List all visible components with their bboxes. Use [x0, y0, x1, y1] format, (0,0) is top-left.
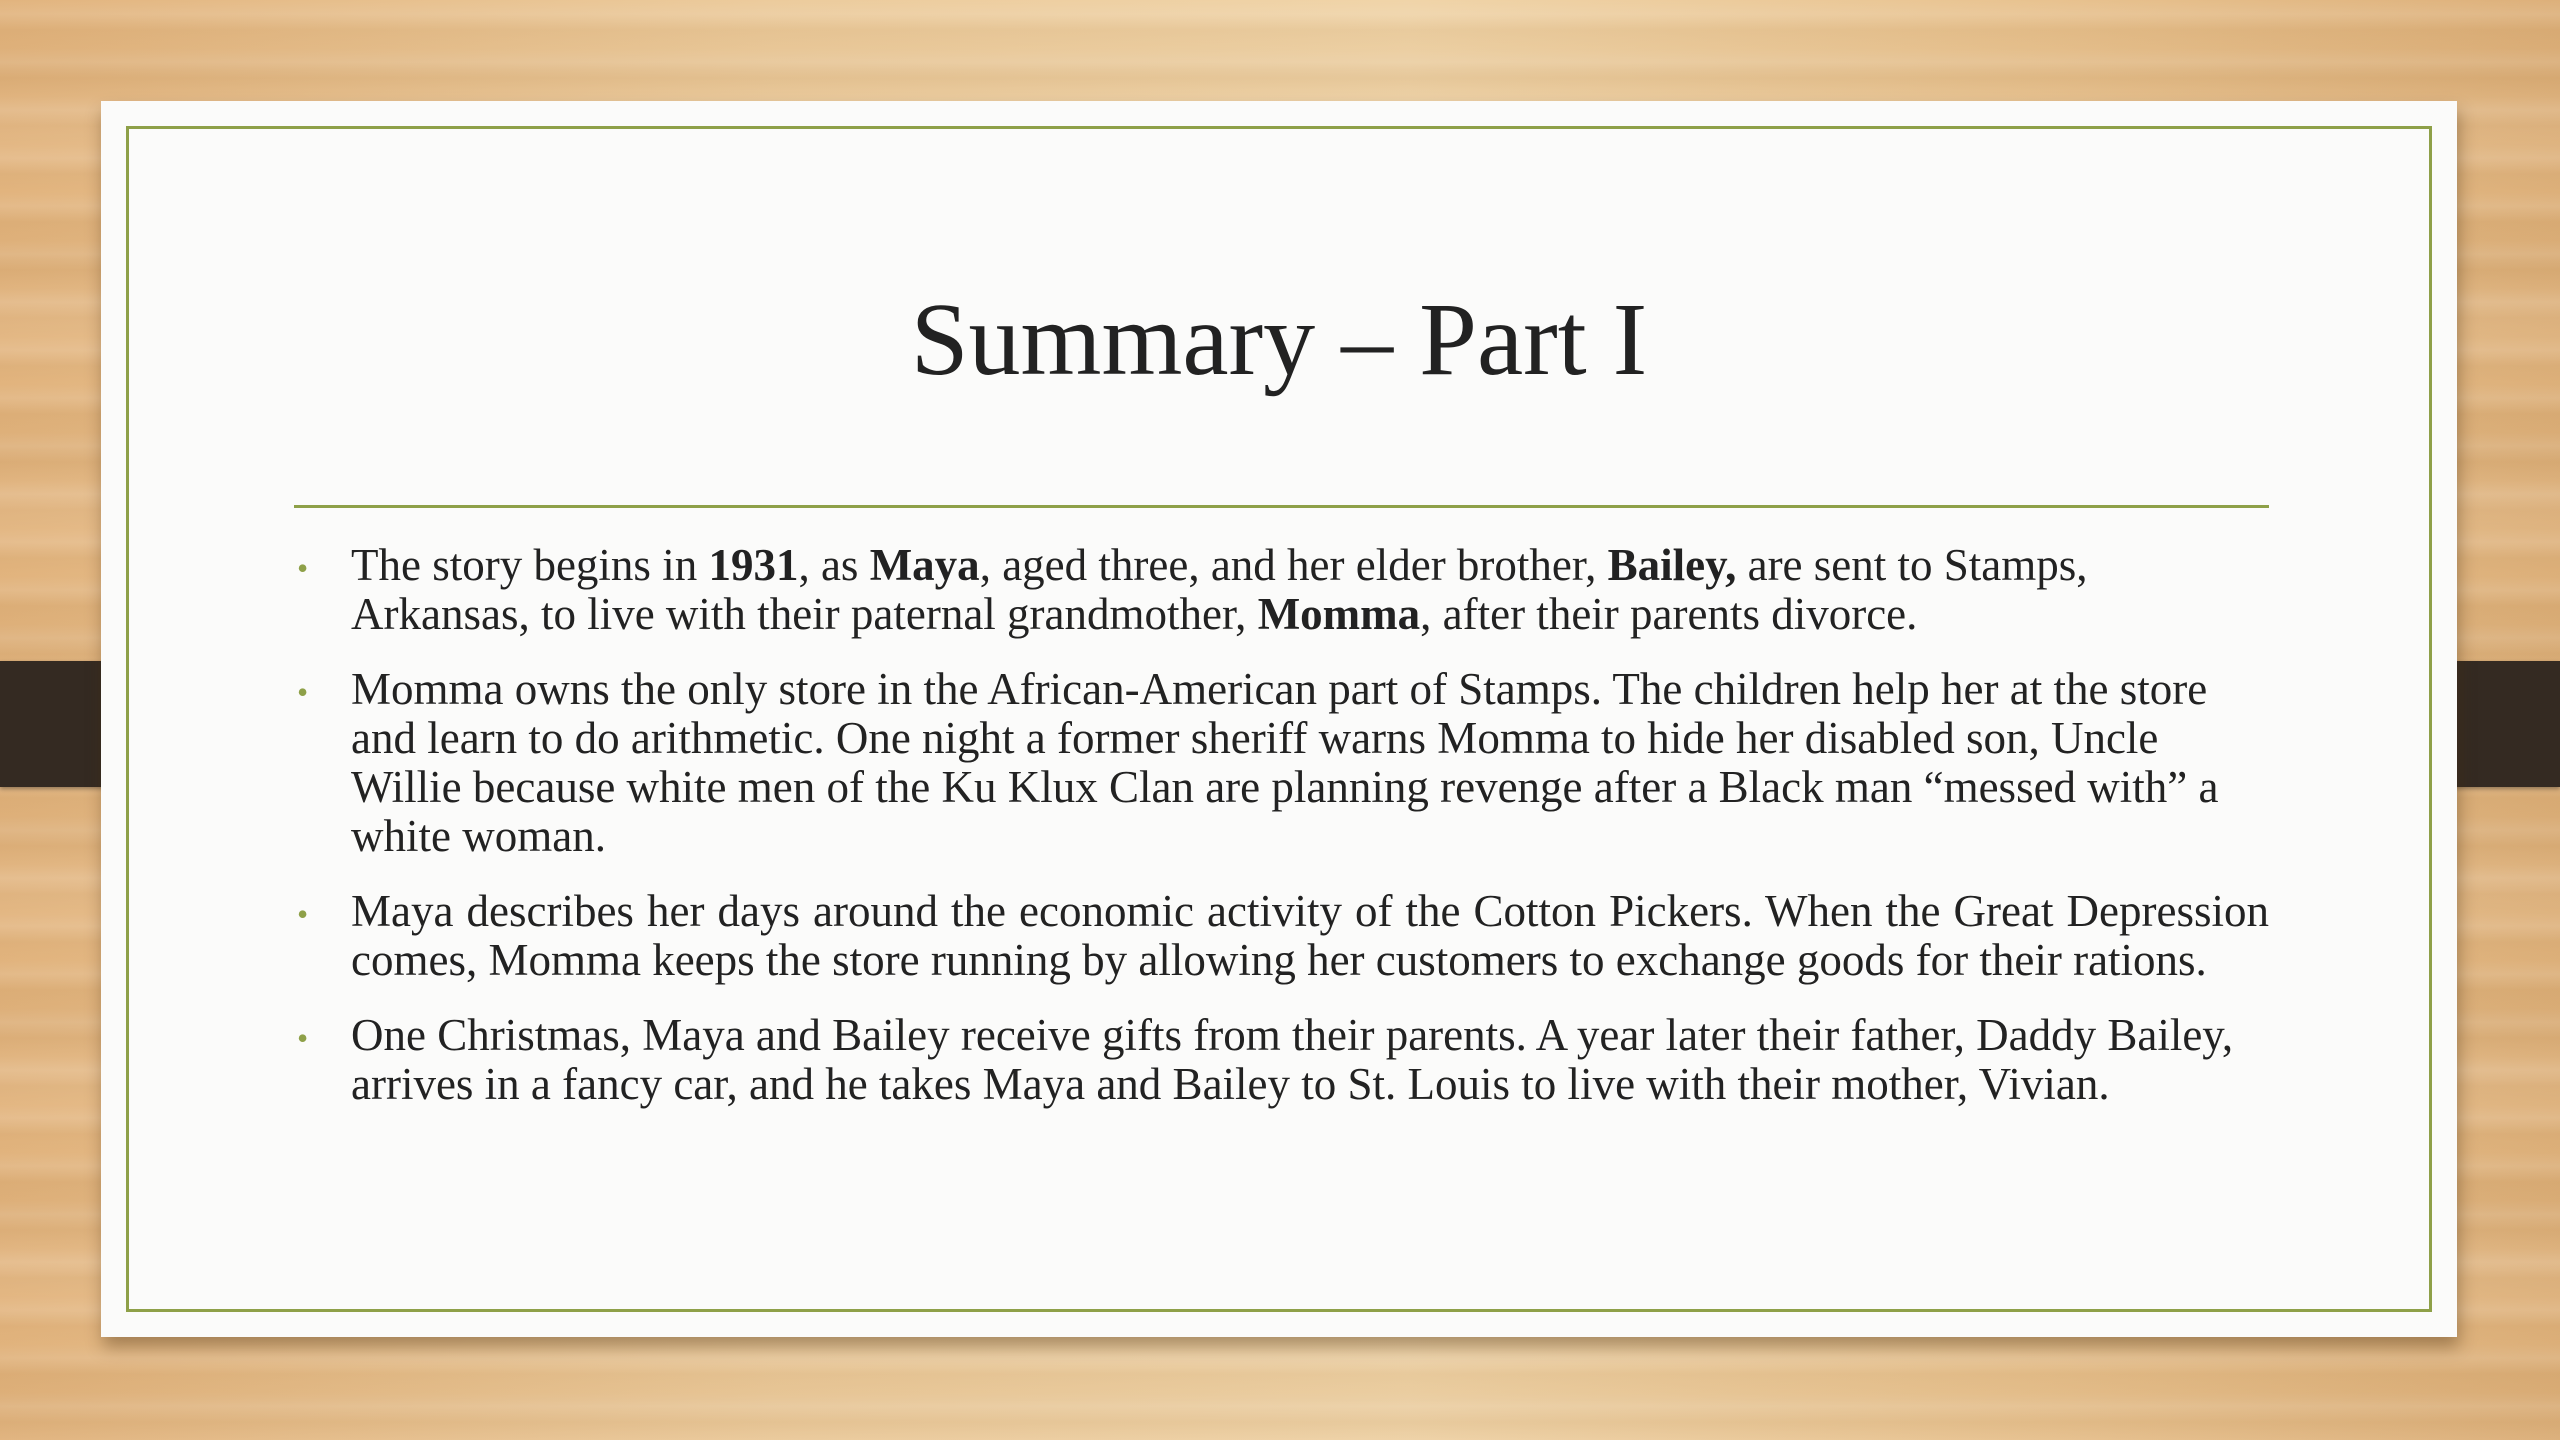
bullet-list — [297, 540, 2269, 1135]
text-segment: Maya describes her days around the economic activity of the Cotton Pickers. When the Great Depression comes, Momma keeps the store running by allowing her customers to exchange goods for their rations. — [351, 886, 2269, 985]
bullet-text — [351, 540, 2088, 639]
bullet-item — [297, 1010, 2269, 1109]
bullet-item — [297, 540, 2269, 639]
bullet-text — [351, 664, 2219, 861]
bullet-item — [297, 664, 2269, 861]
bold-text-segment: Bailey, — [1607, 540, 1737, 590]
bullet-item — [297, 886, 2269, 985]
bullet-text — [351, 886, 2269, 985]
bullet-icon: • — [297, 550, 309, 586]
text-segment: The story begins in — [351, 540, 709, 590]
slide-title: Summary – Part I — [910, 282, 1648, 397]
text-segment: , as — [798, 540, 870, 590]
bullet-text — [351, 1010, 2233, 1109]
text-segment: , after their parents divorce. — [1420, 589, 1918, 639]
bullet-icon: • — [297, 1020, 309, 1056]
bold-text-segment: Momma — [1257, 589, 1421, 639]
slide — [101, 101, 2457, 1337]
text-segment: are sent to Stamps, Arkansas, to live with their paternal grandmother, — [351, 540, 2088, 639]
bold-text-segment: Maya — [869, 540, 980, 590]
bullet-icon: • — [297, 674, 309, 710]
text-segment: , aged three, and her elder brother, — [979, 540, 1608, 590]
bold-text-segment: 1931 — [708, 540, 799, 590]
bullet-icon: • — [297, 896, 309, 932]
text-segment: One Christmas, Maya and Bailey receive gifts from their parents. A year later their father, Daddy Bailey, arrives in a fancy car, and he takes Maya and Bailey to St. Louis to live with their mother, Vivian. — [351, 1010, 2234, 1109]
title-divider — [294, 505, 2269, 508]
text-segment: Momma owns the only store in the African-American part of Stamps. The children help her at the store and learn to do arithmetic. One night a former sheriff warns Momma to hide her disabled son, Uncle Willie because white men of the Ku Klux Clan are planning revenge after a Black man “messed with” a white woman. — [351, 664, 2219, 861]
